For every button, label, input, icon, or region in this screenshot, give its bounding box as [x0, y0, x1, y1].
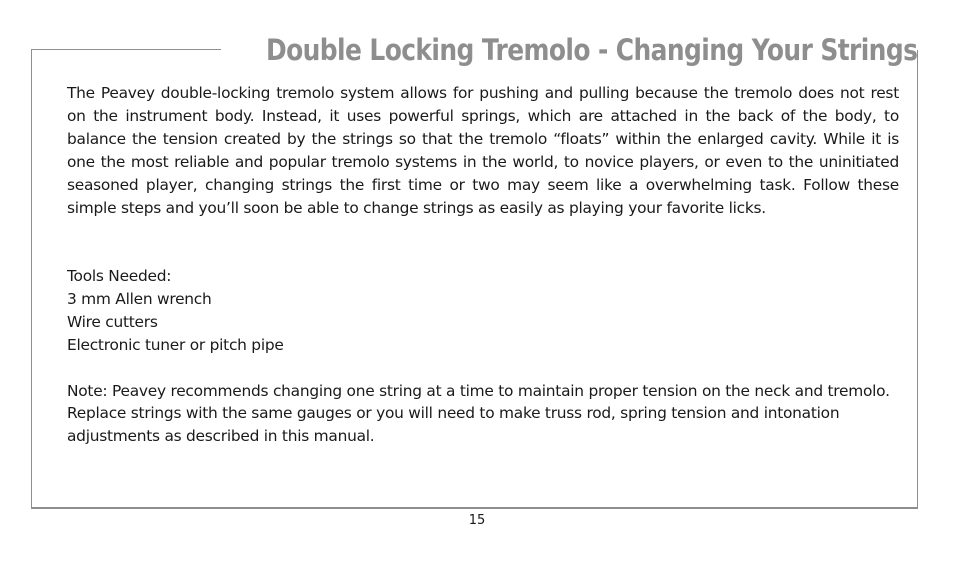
tool-item: 3 mm Allen wrench [67, 289, 212, 308]
page-content [67, 82, 899, 448]
note-paragraph: Note: Peavey recommends changing one string at a time to maintain proper tension on the neck and tremolo. Replace strings with the same gauges or you will need to make truss rod, spring tension and intonation adjustments as described in this manual. [67, 381, 890, 446]
page-title: Double Locking Tremolo - Changing Your Strings [265, 33, 917, 67]
tool-item: Electronic tuner or pitch pipe [67, 335, 284, 354]
tools-list [67, 265, 899, 357]
intro-paragraph: The Peavey double-locking tremolo system allows for pushing and pulling because the tremolo does not rest on the instrument body. Instead, it uses powerful springs, which are attached in the back of the body, to balance the tension created by the strings so that the tremolo “floats” within the enlarged cavity. While it is one the most reliable and popular tremolo systems in the world, to novice players, or even to the uninitiated seasoned player, changing strings the first time or two may seem like a overwhelming task. Follow these simple steps and you’ll soon be able to change strings as easily as playing your favorite licks. [67, 84, 899, 217]
page-number: 15 [468, 513, 486, 528]
tools-heading: Tools Needed: [67, 267, 172, 285]
tool-item: Wire cutters [67, 312, 158, 331]
